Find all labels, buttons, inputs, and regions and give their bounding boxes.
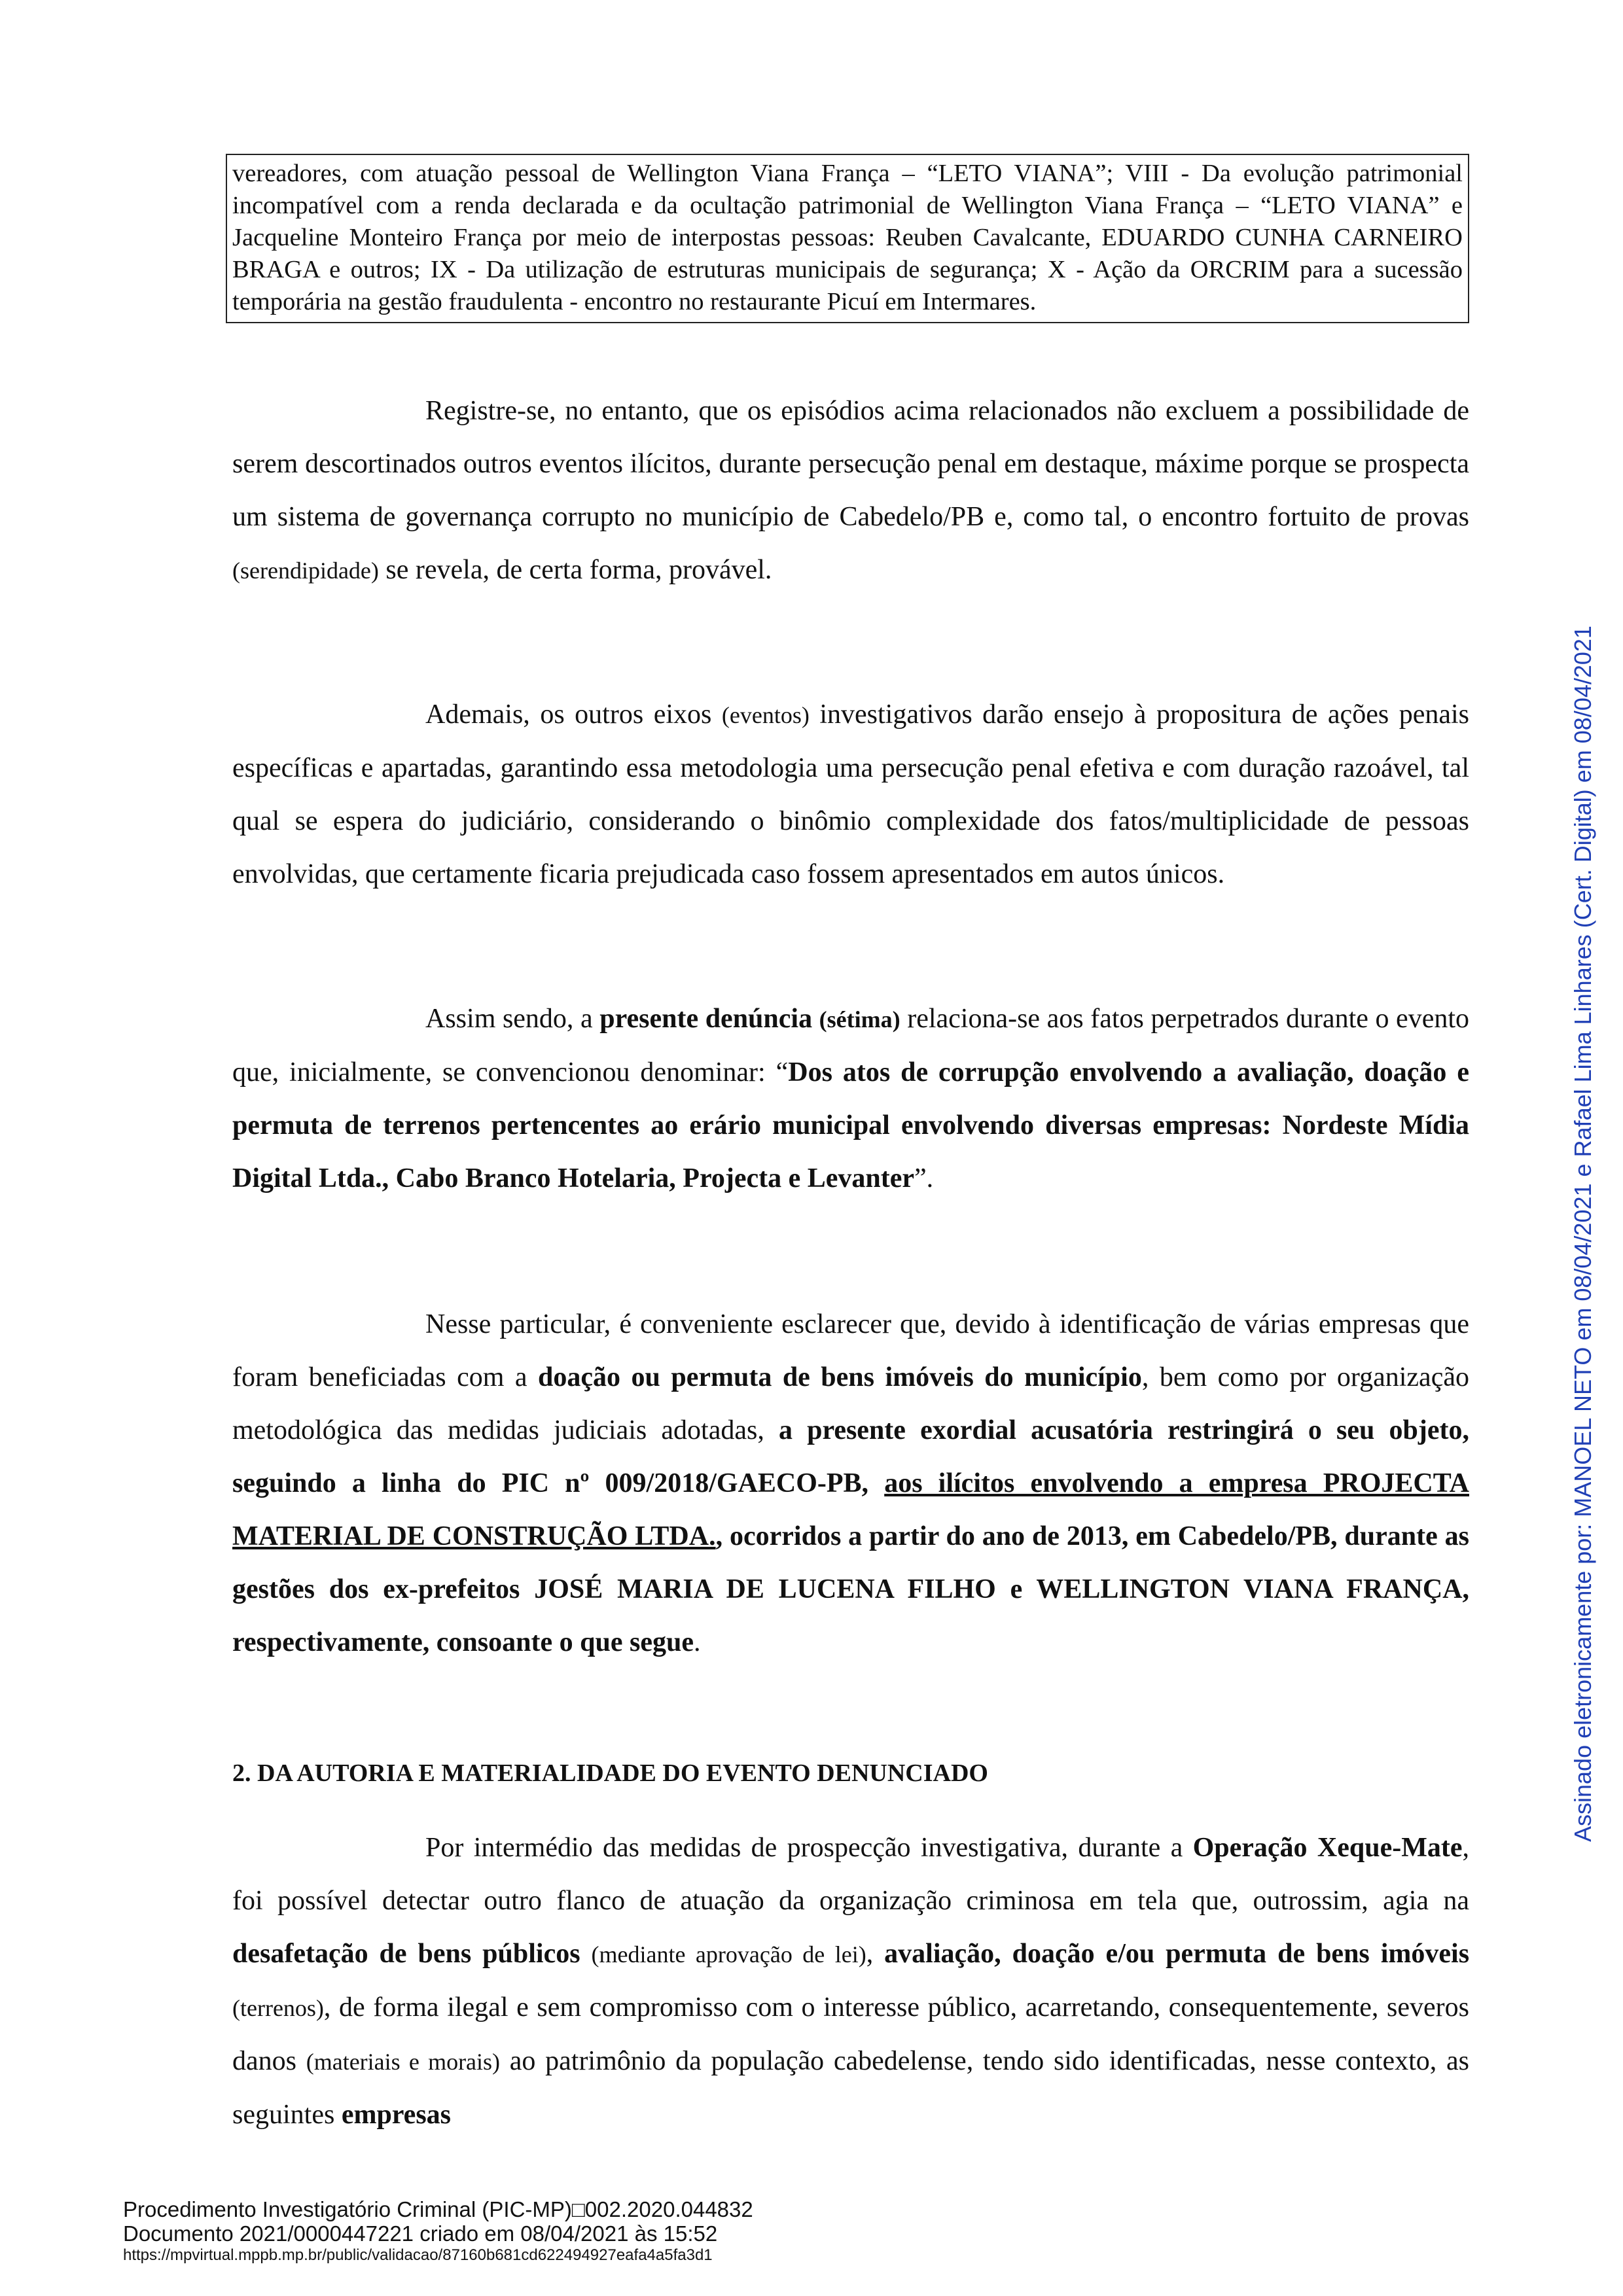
p5-text-4: ao patrimônio da população cabedelense, tendo sido identificadas, nesse contexto, as seguintes <box>232 2046 1469 2130</box>
p1-text: Registre-se, no entanto, que os episódios acima relacionados não excluem a possibilidade de serem descortinados outros eventos ilícitos, durante persecução penal em destaque, máxime porque se prospecta um sistema de governança corrupto no município de Cabedelo/PB e, como tal, o encontro fortuito de provas <box>232 396 1469 532</box>
p5-comma: , <box>866 1939 885 1969</box>
p4-text-mid: , bem como por organização metodológica das medidas judiciais adotadas, <box>232 1362 1469 1445</box>
p3-space <box>812 1004 819 1034</box>
p3-text: Assim sendo, a <box>425 1004 600 1034</box>
p4-bold-object: a presente exordial acusatória restringirá o seu objeto, seguindo a linha do PIC nº 009/2018/GAECO-PB, <box>232 1415 1469 1498</box>
p5-aside-danos: (materiais e morais) <box>306 2049 501 2075</box>
paragraph-2 <box>232 688 1469 901</box>
p5-text-2: , foi possível detectar outro flanco de atuação da organização criminosa em tela que, outrossim, agia na <box>232 1833 1469 1916</box>
p4-bold-period: , ocorridos a partir do ano de 2013, em Cabedelo/PB, durante as gestões dos ex-prefeitos JOSÉ MARIA DE LUCENA FILHO e WELLINGTON VIANA FRANÇA, respectivamente, consoante o que segue <box>232 1521 1469 1657</box>
footer-document: Documento 2021/0000447221 criado em 08/04/2021 às 15:52 <box>123 2221 718 2246</box>
p3-bold-septima: (sétima) <box>819 1006 901 1033</box>
document-footer <box>123 2197 1039 2265</box>
p4-underlined-company: aos ilícitos envolvendo a empresa PROJECTA MATERIAL DE CONSTRUÇÃO LTDA. <box>232 1468 1469 1551</box>
p2-aside: (eventos) <box>721 702 810 728</box>
p4-bold-donation: doação ou permuta de bens imóveis do município <box>538 1362 1142 1392</box>
p3-bold-denuncia: presente denúncia <box>599 1004 813 1034</box>
p4-text-end: . <box>693 1627 701 1657</box>
p3-bold-event-title: Dos atos de corrupção envolvendo a avaliação, doação e permuta de terrenos pertencentes ao erário municipal envolvendo diversas empresas: Nordeste Mídia Digital Ltda., Cabo Branco Hotelaria, Projecta e Levanter <box>232 1057 1469 1193</box>
paragraph-5 <box>232 1822 1469 2142</box>
boxed-summary-text: vereadores, com atuação pessoal de Wellington Viana França – “LETO VIANA”; VIII - Da evolução patrimonial incompatível com a renda declarada e da ocultação patrimonial de Wellington Viana França – “LETO VIANA” e Jacqueline Monteiro França por meio de interpostas pessoas: Reuben Cavalcante, EDUARDO CUNHA CARNEIRO BRAGA e outros; IX - Da utilização de estruturas municipais de segurança; X - Ação da ORCRIM para a sucessão temporária na gestão fraudulenta - encontro no restaurante Picuí em Intermares. <box>232 160 1463 315</box>
signature-stamp: Assinado eletronicamente por: MANOEL NETO em 08/04/2021 e Rafael Lima Linhares (Cert. Digital) em 08/04/2021 <box>1569 626 1596 1842</box>
section-heading: 2. DA AUTORIA E MATERIALIDADE DO EVENTO DENUNCIADO <box>232 1759 988 1787</box>
p5-aside-terrenos: (terrenos) <box>232 1995 324 2021</box>
p5-bold-desafetacao: desafetação de bens públicos <box>232 1939 580 1969</box>
p3-text-end: ”. <box>914 1163 934 1193</box>
boxed-summary <box>226 154 1469 323</box>
p5-bold-operation: Operação Xeque-Mate <box>1192 1833 1463 1863</box>
p3-text-mid: relaciona-se aos fatos perpetrados durante o evento que, inicialmente, se convencionou denominar: “ <box>232 1004 1470 1087</box>
p5-bold-avaliacao: avaliação, doação e/ou permuta de bens imóveis <box>884 1939 1470 1969</box>
p5-space-1 <box>580 1939 592 1969</box>
p2-text-end: investigativos darão ensejo à propositura de ações penais específicas e apartadas, garantindo essa metodologia uma persecução penal efetiva e com duração razoável, tal qual se espera do judiciário, considerando o binômio complexidade dos fatos/multiplicidade de pessoas envolvidas, que certamente ficaria prejudicada caso fossem apresentados em autos únicos. <box>232 699 1470 889</box>
p5-bold-empresas: empresas <box>341 2100 452 2130</box>
p5-text-3: , de forma ilegal e sem compromisso com o interesse público, acarretando, consequentemente, severos danos <box>232 1992 1469 2076</box>
paragraph-4 <box>232 1298 1469 1669</box>
p1-aside: (serendipidade) <box>232 557 379 584</box>
p5-text: Por intermédio das medidas de prospecção investigativa, durante a <box>425 1833 1193 1863</box>
p2-text: Ademais, os outros eixos <box>425 699 722 730</box>
p1-text-end: se revela, de certa forma, provável. <box>378 555 772 585</box>
p4-text: Nesse particular, é conveniente esclarecer que, devido à identificação de várias empresas que foram beneficiadas com a <box>232 1309 1469 1392</box>
footer-validation-link[interactable]: https://mpvirtual.mppb.mp.br/public/validacao/87160b681cd622494927eafa4a5fa3d1 <box>123 2246 713 2264</box>
paragraph-3 <box>232 993 1469 1205</box>
p5-aside-law: (mediante aprovação de lei) <box>591 1941 866 1968</box>
footer-procedure: Procedimento Investigatório Criminal (PIC-MP)□002.2020.044832 <box>123 2197 753 2221</box>
paragraph-1 <box>232 385 1469 597</box>
